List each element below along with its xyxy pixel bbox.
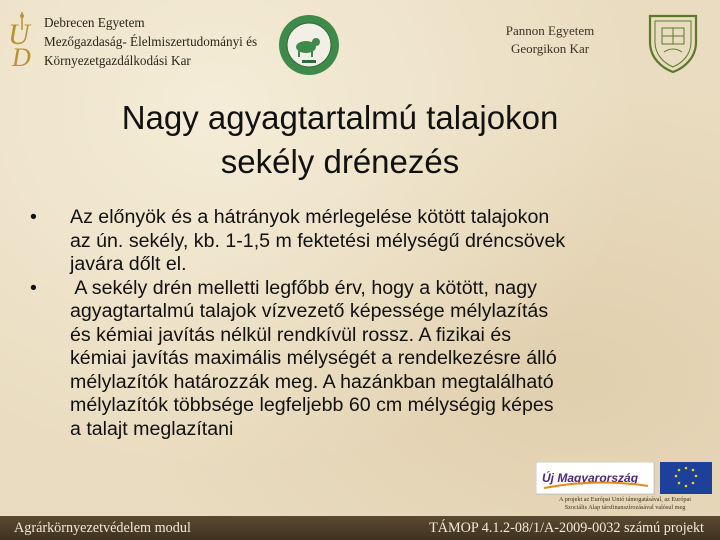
bullet-line: mélylazítók határozzák meg. A hazánkban megtalálható	[70, 370, 554, 393]
left-institution-line: Mezőgazdaság- Élelmiszertudományi és	[44, 34, 258, 49]
funding-caption-line: A projekt az Európai Unió támogatásával, az Európai	[559, 496, 691, 503]
bullet-line: mélylazítók többsége legfeljebb 60 cm mélységig képes	[70, 394, 554, 416]
uj-magyarorszag-logo-text: Új Magyarország	[542, 471, 639, 485]
funding-caption-line: Szociális Alap társfinanszírozásával valósul meg	[564, 504, 686, 511]
bullet-line: és kémiai javítás nélkül rendkívül rossz. A fizikai és	[70, 323, 512, 346]
bullet-line: a talajt meglazítani	[70, 417, 234, 440]
bullet-item	[28, 206, 708, 277]
slide-title-line: Nagy agyagtartalmú talajokon	[121, 99, 559, 136]
right-institution-line: Pannon Egyetem	[505, 23, 595, 38]
ud-monogram-logo	[6, 10, 38, 68]
bullet-line: az ún. sekély, kb. 1-1,5 m fektetési mélységű dréncsövek	[70, 229, 566, 252]
faculty-seal-logo	[278, 14, 340, 76]
georgikon-shield-logo	[640, 10, 706, 76]
bullet-item	[28, 277, 708, 442]
right-institution-name	[490, 22, 610, 58]
svg-text:U: U	[8, 18, 30, 51]
left-institution-line: Környezetgazdálkodási Kar	[44, 53, 191, 68]
funding-caption	[532, 496, 718, 512]
bullet-line: kémiai javítás maximális mélységét a rendelkezésre álló	[70, 347, 557, 369]
footer-module-name: Agrárkörnyezetvédelem modul	[14, 520, 191, 536]
bullet-list	[28, 206, 708, 441]
bullet-line: agyagtartalmú talajok vízvezető képessége mélylazítás	[70, 300, 549, 322]
left-institution-line: Debrecen Egyetem	[44, 15, 145, 30]
slide-title	[60, 96, 620, 184]
right-institution-line: Georgikon Kar	[510, 41, 590, 56]
header	[0, 0, 720, 80]
bullet-marker: •	[30, 206, 37, 228]
left-institution-name	[44, 13, 284, 70]
bullet-line: javára dőlt el.	[70, 253, 187, 275]
footer-project-id: TÁMOP 4.1.2-08/1/A-2009-0032 számú projekt	[429, 520, 704, 536]
bullet-line: A sekély drén melletti legfőbb érv, hogy a kötött, nagy	[70, 276, 537, 299]
bullet-line: Az előnyök és a hátrányok mérlegelése kötött talajokon	[70, 206, 550, 228]
svg-text:D: D	[12, 43, 31, 68]
slide-title-line: sekély drénezés	[220, 143, 460, 180]
footer-bar	[0, 516, 720, 540]
bullet-marker: •	[30, 276, 37, 299]
